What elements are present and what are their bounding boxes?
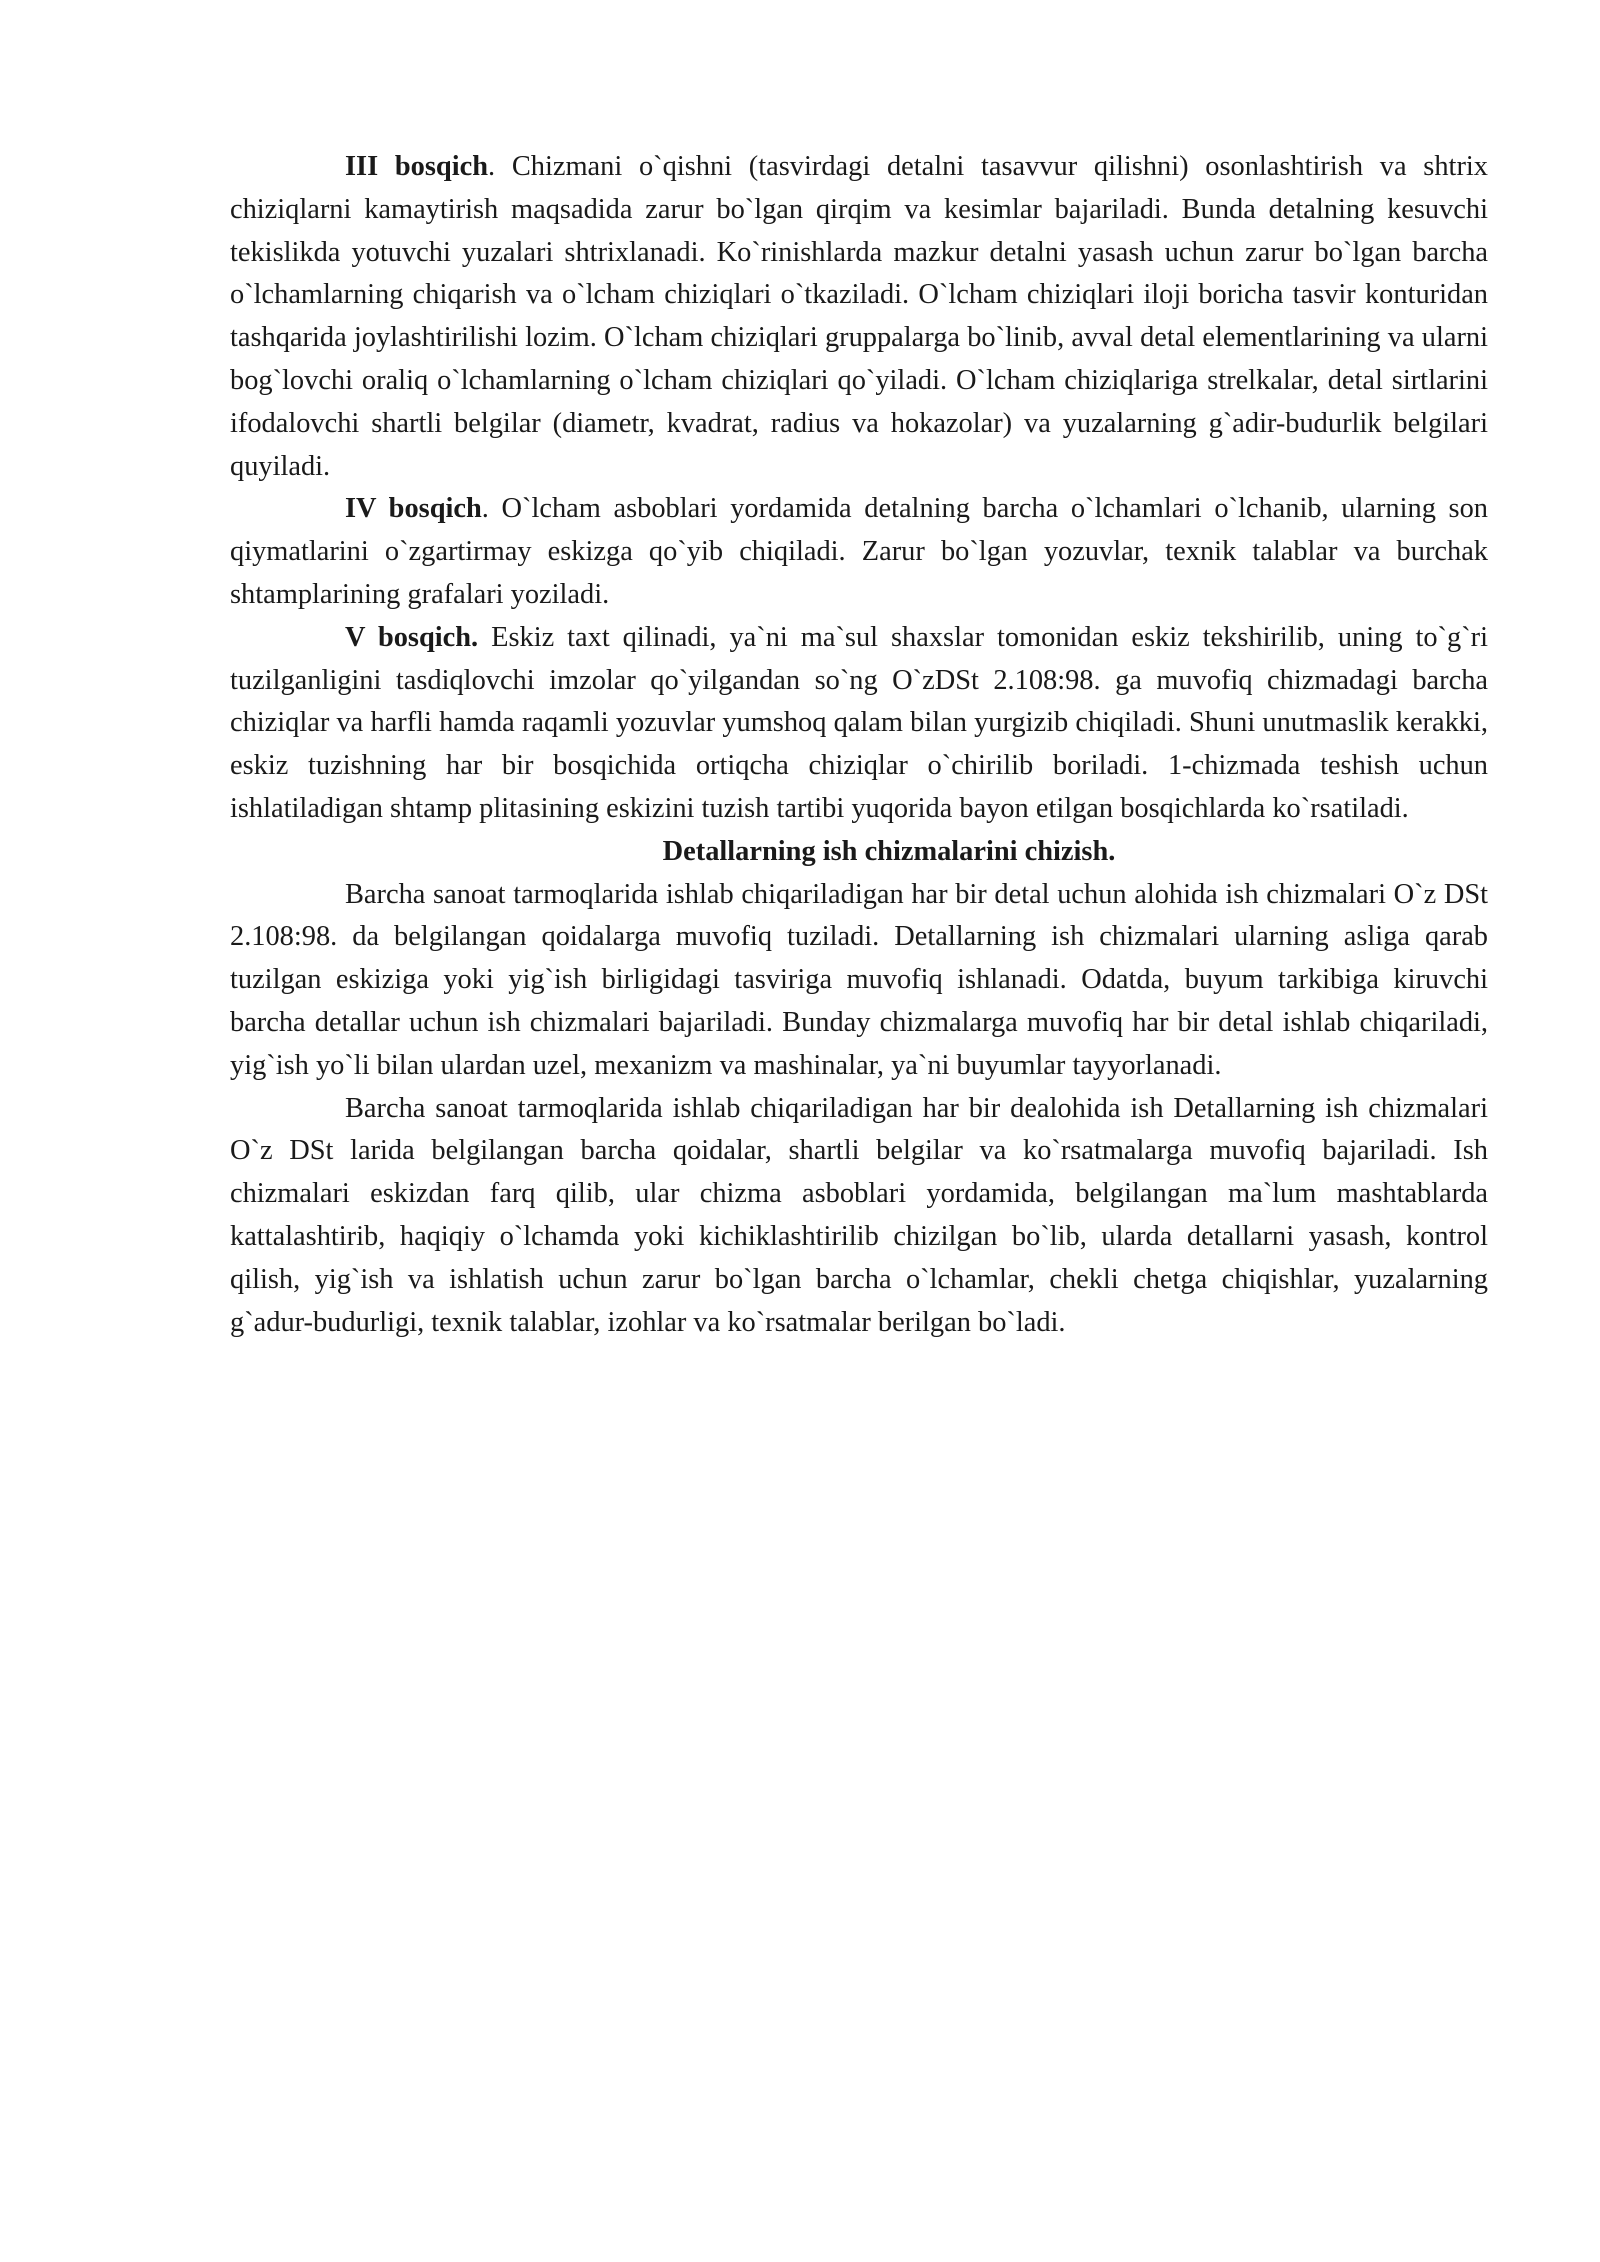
paragraph-stage-5	[230, 617, 1488, 831]
stage-3-title: III bosqich	[345, 151, 488, 182]
paragraph-working-drawings-1: Barcha sanoat tarmoqlarida ishlab chiqariladigan har bir detal uchun alohida ish chizmalari O`z DSt 2.108:98. da belgilangan qoidalarga muvofiq tuziladi. Detallarning ish chizmalari ularning asliga qarab tuzilgan eskiziga yoki yig`ish birligidagi tasviriga muvofiq ishlanadi. Odatda, buyum tarkibiga kiruvchi barcha detallar uchun ish chizmalari bajariladi. Bunday chizmalarga muvofiq har bir detal ishlab chiqariladi, yig`ish yo`li bilan ulardan uzel, mexanizm va mashinalar, ya`ni buyumlar tayyorlanadi.	[230, 878, 1488, 1081]
stage-4-title: IV bosqich	[345, 493, 482, 525]
stage-4-text: . O`lcham asboblari yordamida detalning barcha o`lchamlari o`lchanib, ularning son qiymatlarini o`zgartirmay eskizga qo`yib chiqiladi. Zarur bo`lgan yozuvlar, texnik talablar va burchak shtamplarining grafalari yoziladi.	[230, 493, 1488, 610]
stage-3-text: . Chizmani o`qishni (tasvirdagi detalni tasavvur qilishni) osonlashtirish va shtrix chiziqlarni kamaytirish maqsadida zarur bo`lgan qirqim va kesimlar bajariladi. Bunda detalning kesuvchi tekislikda yotuvchi yuzalari shtrixlanadi. Ko`rinishlarda mazkur detalni yasash uchun zarur bo`lgan barcha o`lchamlarning chiqarish va o`lcham chiziqlari o`tkaziladi. O`lcham chiziqlari iloji boricha tasvir konturidan tashqarida joylashtirilishi lozim. O`lcham chiziqlari gruppalarga bo`linib, avval detal elementlarining va ularni bog`lovchi oraliq o`lchamlarning o`lcham chiziqlari qo`yiladi. O`lcham chiziqlariga strelkalar, detal sirtlarini ifodalovchi shartli belgilar (diametr, kvadrat, radius va hokazolar) va yuzalarning g`adir-budurlik belgilari quyiladi.	[230, 151, 1488, 482]
document-page	[230, 146, 1488, 1344]
paragraph-stage-3	[230, 146, 1488, 488]
stage-5-title: V bosqich.	[345, 621, 479, 653]
paragraph-working-drawings-2: Barcha sanoat tarmoqlarida ishlab chiqariladigan har bir dealohida ish Detallarning ish chizmalari O`z DSt larida belgilangan barcha qoidalar, shartli belgilar va ko`rsatmalarga muvofiq bajariladi. Ish chizmalari eskizdan farq qilib, ular chizma asboblari yordamida, belgilangan ma`lum mashtablarda kattalashtirib, haqiqiy o`lchamda yoki kichiklashtirilib chizilgan bo`lib, ularda detallarni yasash, kontrol qilish, yig`ish va ishlatish uchun zarur bo`lgan barcha o`lchamlar, chekli chetga chiqishlar, yuzalarning g`adur-budurligi, texnik talablar, izohlar va ko`rsatmalar berilgan bo`ladi.	[230, 1092, 1488, 1338]
section-heading: Detallarning ish chizmalarini chizish.	[662, 835, 1116, 867]
paragraph-stage-4	[230, 488, 1488, 616]
stage-5-text: Eskiz taxt qilinadi, ya`ni ma`sul shaxslar tomonidan eskiz tekshirilib, uning to`g`ri tuzilganligini tasdiqlovchi imzolar qo`yilgandan so`ng O`zDSt 2.108:98. ga muvofiq chizmadagi barcha chiziqlar va harfli hamda raqamli yozuvlar yumshoq qalam bilan yurgizib chiqiladi. Shuni unutmaslik kerakki, eskiz tuzishning har bir bosqichida ortiqcha chiziqlar o`chirilib boriladi. 1-chizmada teshish uchun ishlatiladigan shtamp plitasining eskizini tuzish tartibi yuqorida bayon etilgan bosqichlarda ko`rsatiladi.	[230, 621, 1488, 824]
